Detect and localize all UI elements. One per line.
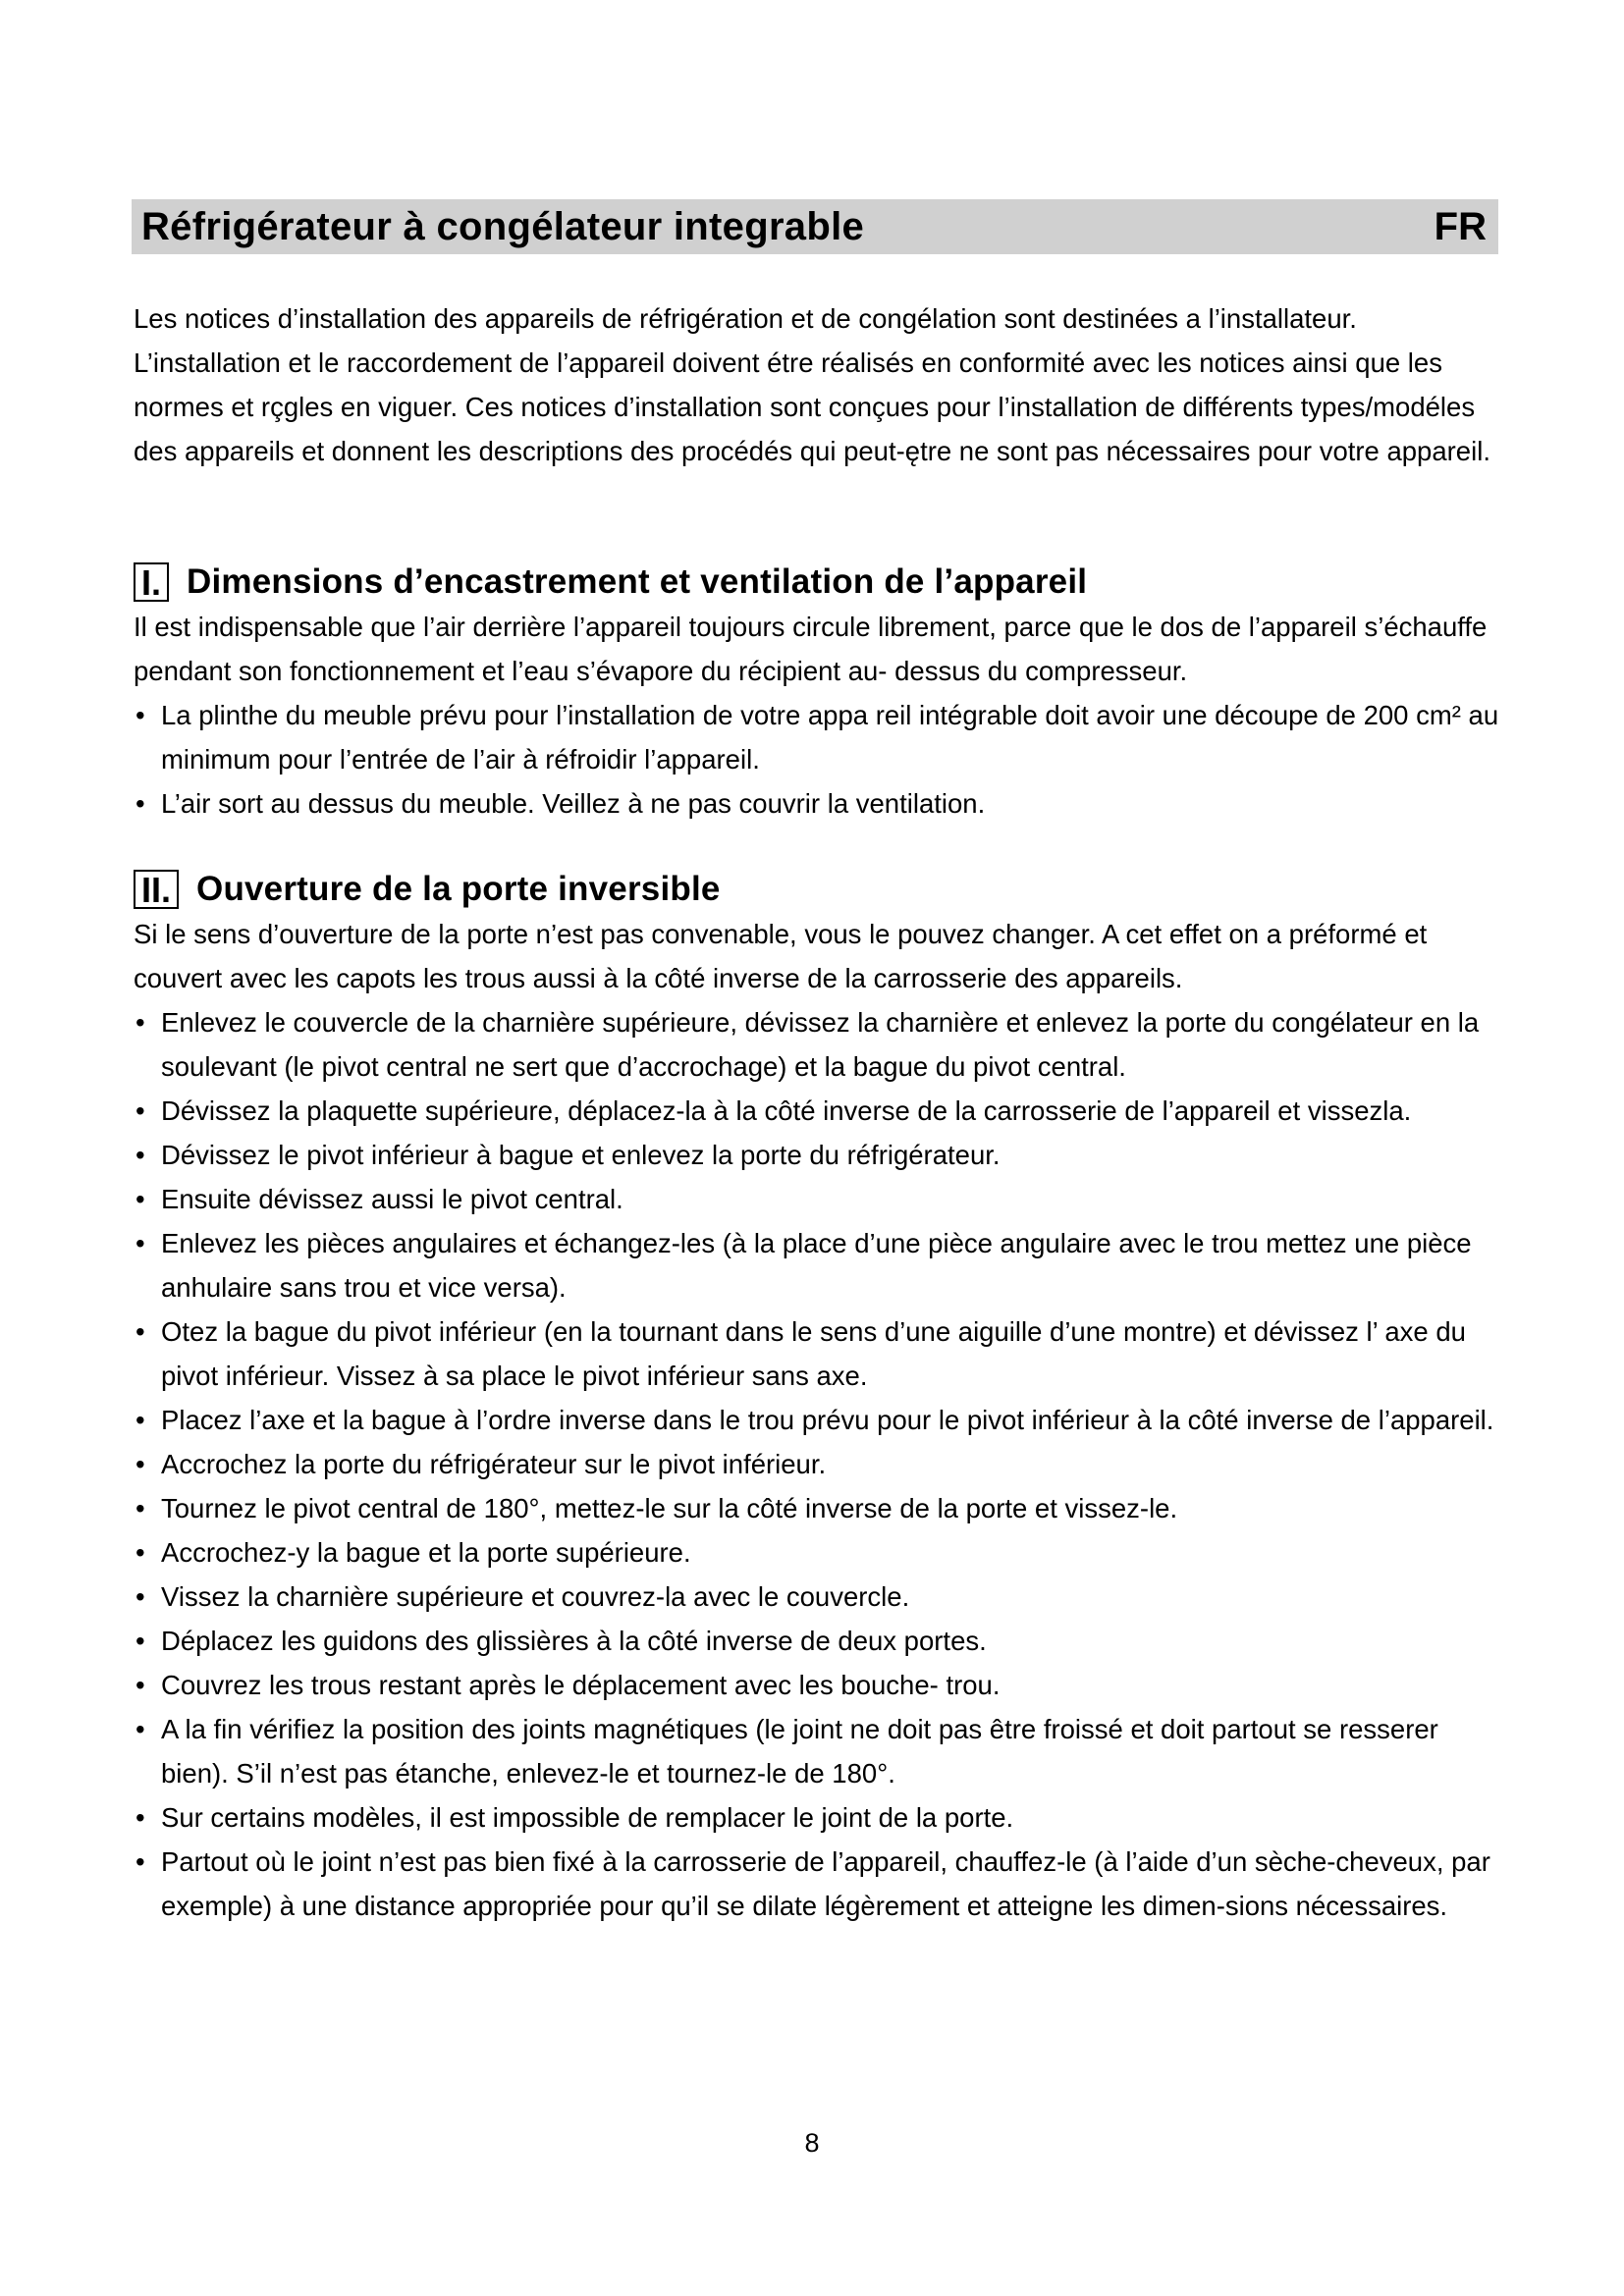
section-1-heading <box>134 560 1087 605</box>
page-title: Réfrigérateur à congélateur integrable <box>141 204 865 248</box>
section-1-paragraph: Il est indispensable que l’air derrière l’appareil toujours circule librement, parce que le dos de l’appareil s’échauffe pendant son fonctionnement et l’eau s’évapore du récipient au- dessus du compresseur. <box>134 612 1488 686</box>
section-1-body <box>134 605 1508 826</box>
section-2-numeral: II. <box>134 870 179 909</box>
section-2-paragraph: Si le sens d’ouverture de la porte n’est pas convenable, vous le pouvez changer. A cet effet on a préformé et couvert avec les capots les trous aussi à la côté inverse de la carrosserie des appareils. <box>134 919 1428 993</box>
list-item: • Otez la bague du pivot inférieur (en la tournant dans le sens d’une aiguille d’une montre) et dévissez l’ axe du pivot inférieur. Vissez à sa place le pivot inférieur sans axe. <box>134 1309 1508 1398</box>
intro-paragraph: Les notices d’installation des appareils de réfrigération et de congélation sont destinées a l’installateur. L’installation et le raccordement de l’appareil doivent étre réalisés en conformité avec les notices ainsi que les normes et rçgles en viguer. Ces notices d’installation sont conçues pour l’installation de différents types/modéles des appareils et donnent les descriptions des procédés qui peut-ętre ne sont pas nécessaires pour votre appareil. <box>134 303 1490 466</box>
list-item: • Accrochez la porte du réfrigérateur sur le pivot inférieur. <box>134 1442 1508 1486</box>
section-1-numeral: I. <box>134 562 169 602</box>
list-item: • La plinthe du meuble prévu pour l’installation de votre appa reil intégrable doit avoir une découpe de 200 cm² au minimum pour l’entrée de l’air à réfroidir l’appareil. <box>134 693 1508 781</box>
page-header-bar <box>132 199 1498 254</box>
section-1-list <box>134 693 1508 826</box>
section-2-body <box>134 912 1508 1928</box>
language-label: FR <box>1434 204 1487 248</box>
list-item: • Sur certains modèles, il est impossible de remplacer le joint de la porte. <box>134 1795 1508 1840</box>
page-number: 8 <box>804 2128 820 2158</box>
section-1-title: Dimensions d’encastrement et ventilation de l’appareil <box>187 562 1088 601</box>
list-item: • Placez l’axe et la bague à l’ordre inverse dans le trou prévu pour le pivot inférieur à la côté inverse de l’appareil. <box>134 1398 1508 1442</box>
list-item: • Accrochez-y la bague et la porte supérieure. <box>134 1530 1508 1575</box>
list-item: • Dévissez la plaquette supérieure, déplacez-la à la côté inverse de la carrosserie de l’appareil et vissezla. <box>134 1089 1508 1133</box>
list-item: • Enlevez les pièces angulaires et échangez-les (à la place d’une pièce angulaire avec le trou mettez une pièce anhulaire sans trou et vice versa). <box>134 1221 1508 1309</box>
list-item: • Tournez le pivot central de 180°, mettez-le sur la côté inverse de la porte et vissez-le. <box>134 1486 1508 1530</box>
section-2-title: Ouverture de la porte inversible <box>196 870 721 908</box>
list-item: • Ensuite dévissez aussi le pivot central. <box>134 1177 1508 1221</box>
list-item: • L’air sort au dessus du meuble. Veillez à ne pas couvrir la ventilation. <box>134 781 1508 826</box>
list-item: • Déplacez les guidons des glissières à la côté inverse de deux portes. <box>134 1619 1508 1663</box>
section-2-list <box>134 1000 1508 1928</box>
list-item: • Enlevez le couvercle de la charnière supérieure, dévissez la charnière et enlevez la porte du congélateur en la soulevant (le pivot central ne sert que d’accrochage) et la bague du pivot central. <box>134 1000 1508 1089</box>
section-2-heading <box>134 867 721 912</box>
list-item: • Partout où le joint n’est pas bien fixé à la carrosserie de l’appareil, chauffez-le (à l’aide d’un sèche-cheveux, par exemple) à une distance appropriée pour qu’il se dilate légèrement et atteigne les dimen-sions nécessaires. <box>134 1840 1508 1928</box>
list-item: • A la fin vérifiez la position des joints magnétiques (le joint ne doit pas être froissé et doit partout se resserer bien). S’il n’est pas étanche, enlevez-le et tournez-le de 180°. <box>134 1707 1508 1795</box>
list-item: • Couvrez les trous restant après le déplacement avec les bouche- trou. <box>134 1663 1508 1707</box>
list-item: • Dévissez le pivot inférieur à bague et enlevez la porte du réfrigérateur. <box>134 1133 1508 1177</box>
list-item: • Vissez la charnière supérieure et couvrez-la avec le couvercle. <box>134 1575 1508 1619</box>
